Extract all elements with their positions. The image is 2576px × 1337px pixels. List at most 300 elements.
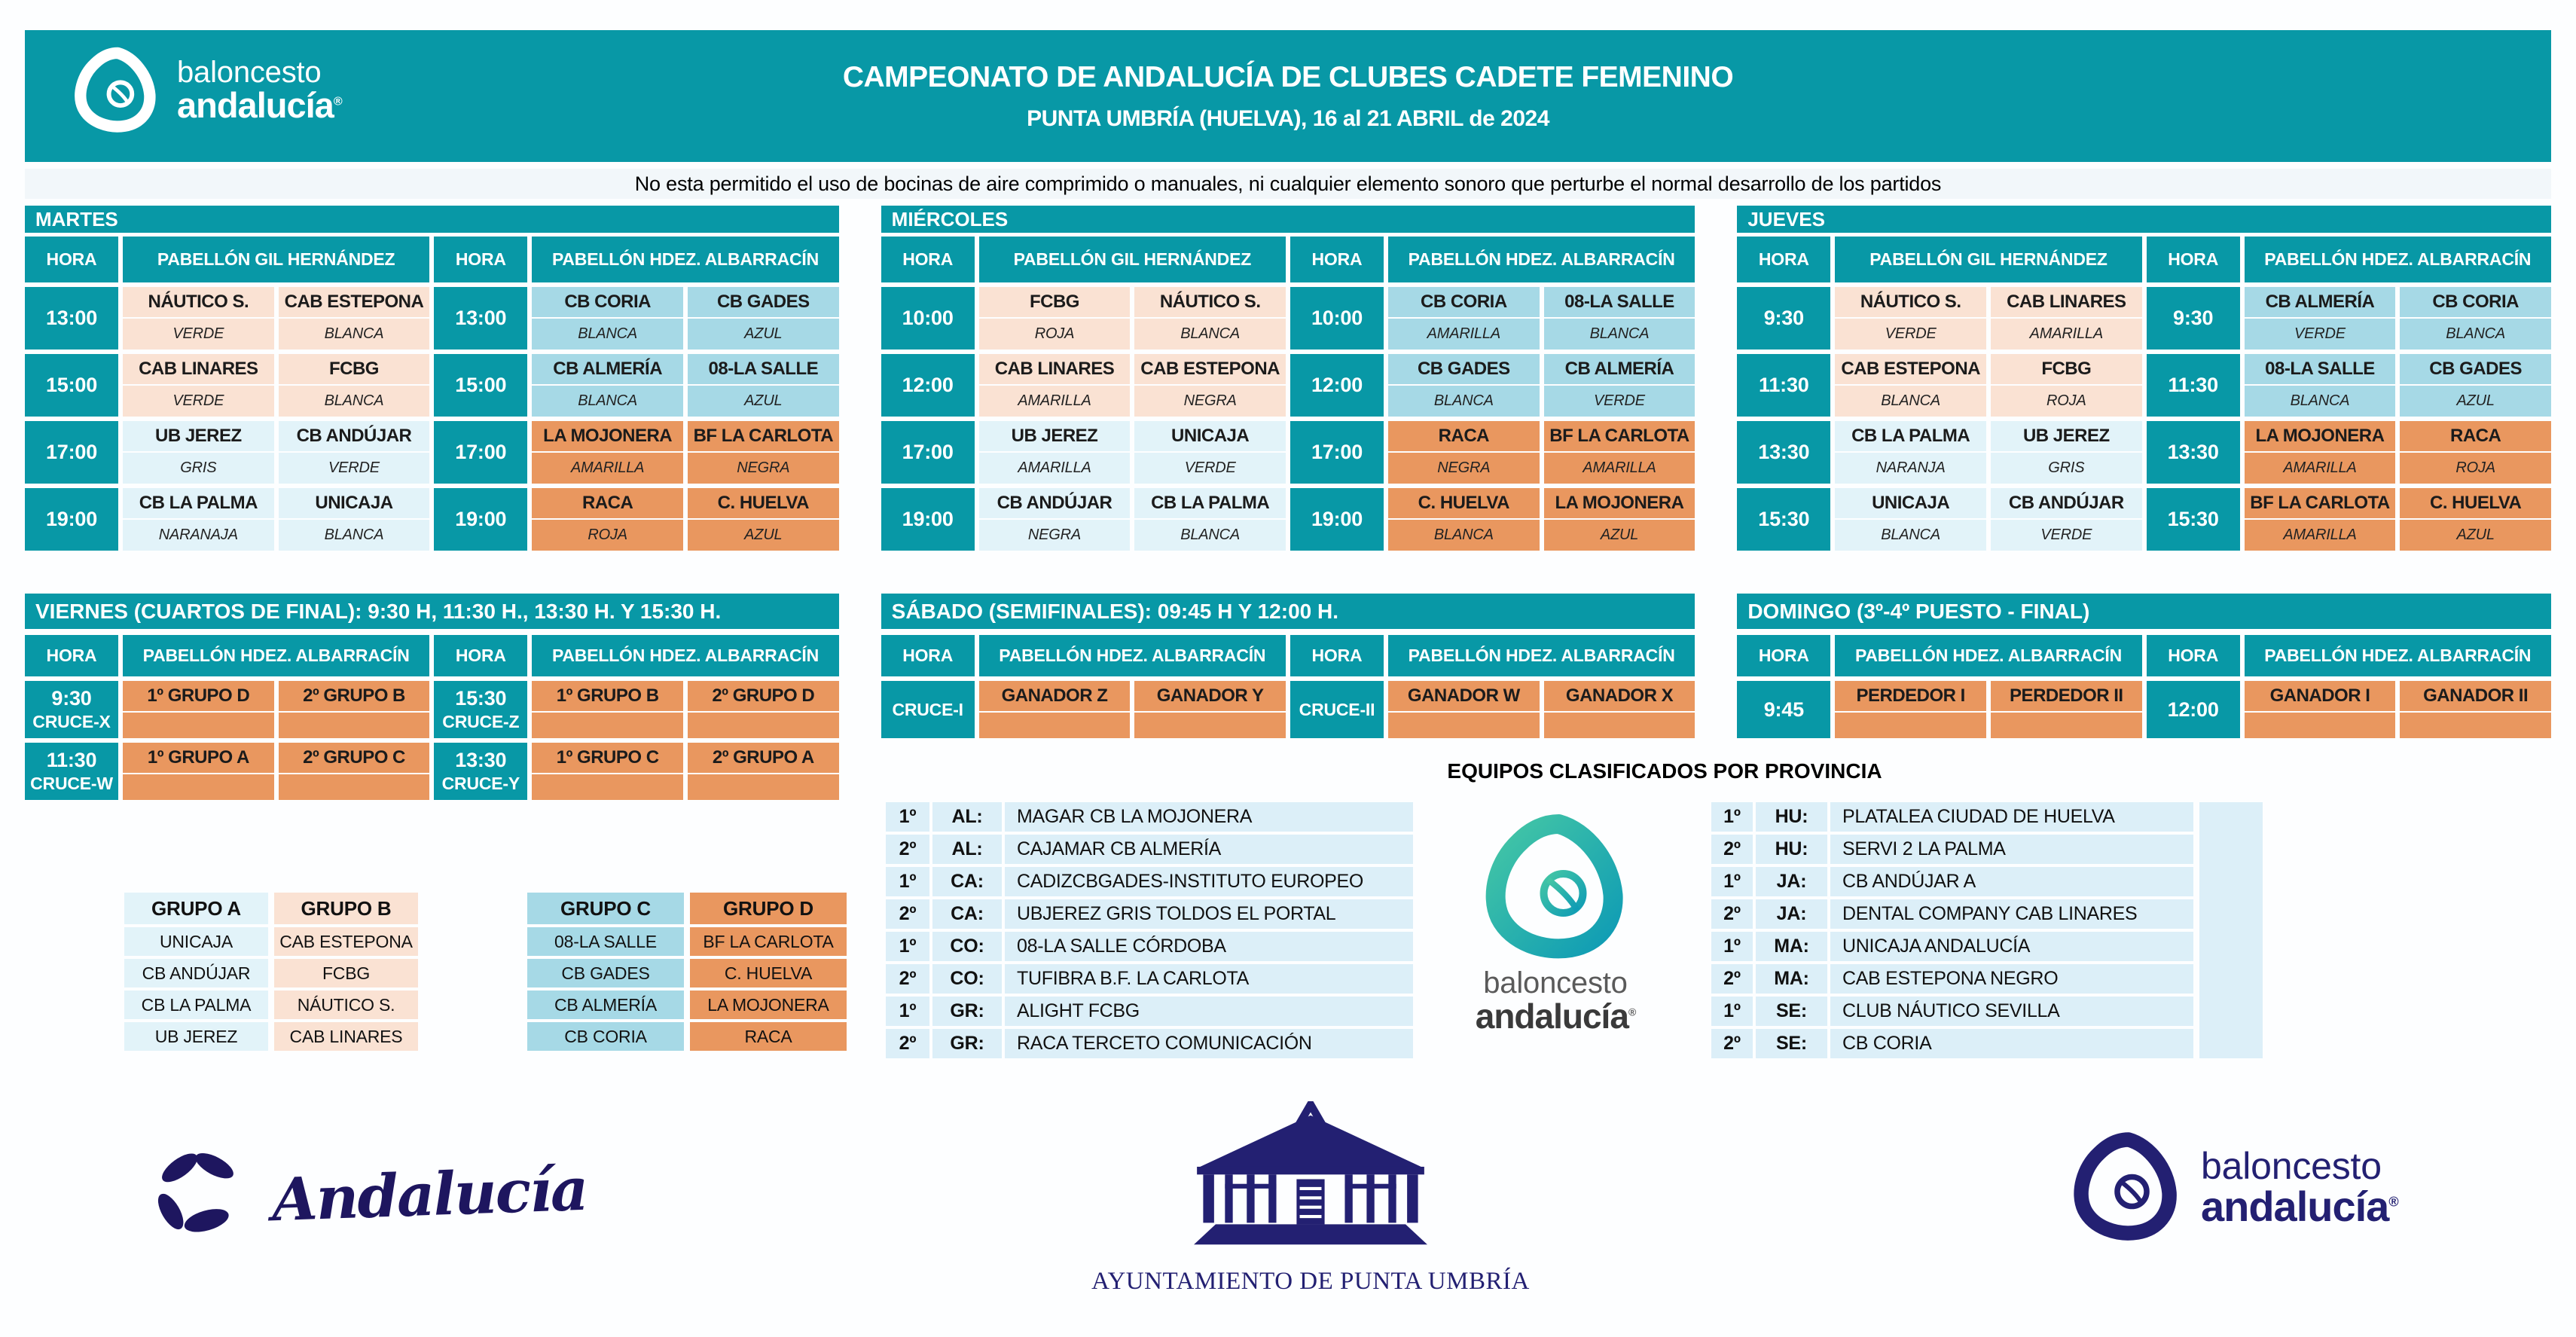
- knockout-block: [25, 594, 839, 800]
- hall-header-cell: PABELLÓN HDEZ. ALBARRACÍN: [979, 635, 1286, 676]
- team-kit-cell: ROJA: [2400, 453, 2551, 484]
- team-kit-cell: [532, 713, 683, 738]
- game-time: 11:30: [46, 749, 97, 771]
- game-time-cell: [2147, 421, 2240, 484]
- team-kit-cell: ROJA: [979, 319, 1131, 350]
- registered-mark: ®: [333, 95, 342, 108]
- team-kit-cell: BLANCA: [1134, 520, 1286, 551]
- team-name-cell: CAB LINARES: [123, 354, 274, 384]
- game-time: 15:30: [2167, 508, 2219, 530]
- footer-brand-line2: andalucía®: [2201, 1183, 2398, 1230]
- team-name-cell: CAB ESTEPONA: [279, 287, 430, 317]
- day-title: MARTES: [25, 206, 839, 233]
- classified-team-cell: CB ANDÚJAR A: [1830, 867, 2193, 896]
- team-name-cell: LA MOJONERA: [532, 421, 683, 451]
- group-header: GRUPO A: [124, 893, 268, 924]
- schedule-table: [1737, 635, 2551, 738]
- hall-header-cell: PABELLÓN HDEZ. ALBARRACÍN: [1835, 635, 2141, 676]
- classified-province-cell: AL:: [932, 835, 1002, 864]
- classified-province-cell: CA:: [932, 867, 1002, 896]
- game-time-cell: [881, 421, 975, 484]
- team-kit-cell: BLANCA: [279, 520, 430, 551]
- classified-province-cell: GR:: [932, 1029, 1002, 1058]
- team-kit-cell: BLANCA: [1835, 386, 1986, 417]
- team-kit-cell: BLANCA: [532, 319, 683, 350]
- game-time-cell: [434, 488, 527, 551]
- hora-header-cell: HORA: [1290, 635, 1384, 676]
- classified-team-cell: PLATALEA CIUDAD DE HUELVA: [1830, 802, 2193, 832]
- classified-province-cell: SE:: [1756, 1029, 1827, 1058]
- notice-banner: No esta permitido el uso de bocinas de aire comprimido o manuales, ni cualquier elemento sonoro que perturbe el normal desarrollo de los partidos: [25, 169, 2551, 199]
- game-cell: [979, 354, 1286, 417]
- team-kit-cell: VERDE: [1544, 386, 1695, 417]
- hora-header-cell: HORA: [434, 237, 527, 282]
- schedule-table: [1737, 237, 2551, 551]
- classified-pos-cell: 2º: [1711, 899, 1753, 929]
- hall-header-cell: PABELLÓN HDEZ. ALBARRACÍN: [123, 635, 429, 676]
- team-kit-cell: AZUL: [1544, 520, 1695, 551]
- team-name-cell: UB JEREZ: [1991, 421, 2142, 451]
- game-time: 9:45: [1763, 697, 1804, 721]
- classified-province-cell: SE:: [1756, 997, 1827, 1026]
- ayuntamiento-text: AYUNTAMIENTO DE PUNTA UMBRÍA: [1091, 1268, 1530, 1295]
- knockout-title: SÁBADO (SEMIFINALES): 09:45 H Y 12:00 H.: [881, 594, 1695, 629]
- game-time-cell: [881, 354, 975, 417]
- game-cell: [1835, 421, 2141, 484]
- game-cell: [1835, 287, 2141, 350]
- team-name-cell: GANADOR X: [1544, 681, 1695, 711]
- group-team-cell: CB LA PALMA: [124, 991, 268, 1019]
- classified-list-left: [886, 802, 1413, 1058]
- game-cell: [123, 354, 429, 417]
- team-name-cell: 08-LA SALLE: [1544, 287, 1695, 317]
- group-team-cell: RACA: [690, 1022, 847, 1051]
- game-cell: [2245, 421, 2551, 484]
- game-time-cell: [1737, 421, 1830, 484]
- team-kit-cell: [1991, 713, 2142, 738]
- team-name-cell: CB ALMERÍA: [532, 354, 683, 384]
- team-name-cell: FCBG: [279, 354, 430, 384]
- team-name-cell: GANADOR Z: [979, 681, 1131, 711]
- game-time-cell: [1290, 354, 1384, 417]
- team-kit-cell: NEGRA: [1388, 453, 1540, 484]
- team-kit-cell: ROJA: [1991, 386, 2142, 417]
- game-cell: [532, 421, 838, 484]
- team-name-cell: 1º GRUPO C: [532, 743, 683, 773]
- team-name-cell: BF LA CARLOTA: [1544, 421, 1695, 451]
- game-time: 17:00: [45, 441, 98, 463]
- game-cell: [1388, 488, 1695, 551]
- team-kit-cell: [1544, 713, 1695, 738]
- game-cruce: CRUCE-X: [32, 712, 111, 731]
- ayuntamiento-logo: [1085, 1101, 1537, 1296]
- group-team-cell: LA MOJONERA: [690, 991, 847, 1019]
- game-cell: [123, 287, 429, 350]
- classified-province-cell: GR:: [932, 997, 1002, 1026]
- team-name-cell: CB GADES: [1388, 354, 1540, 384]
- team-kit-cell: GRIS: [123, 453, 274, 484]
- game-time: 10:00: [1311, 307, 1363, 329]
- day-title: JUEVES: [1737, 206, 2551, 233]
- classified-pos-cell: 1º: [1711, 867, 1753, 896]
- game-cell: [979, 488, 1286, 551]
- team-name-cell: CB ANDÚJAR: [979, 488, 1131, 518]
- classified-team-cell: DENTAL COMPANY CAB LINARES: [1830, 899, 2193, 929]
- game-time-cell: [25, 354, 118, 417]
- group-team-cell: 08-LA SALLE: [527, 927, 684, 956]
- game-time: 11:30: [1759, 374, 1809, 396]
- game-time-cell: [25, 287, 118, 350]
- game-time: 13:30: [1758, 441, 1810, 463]
- group-team-cell: UB JEREZ: [124, 1022, 268, 1051]
- team-name-cell: UNICAJA: [279, 488, 430, 518]
- team-name-cell: GANADOR W: [1388, 681, 1540, 711]
- game-time-cell: [1290, 488, 1384, 551]
- group-column: [124, 893, 268, 1051]
- team-kit-cell: [123, 713, 274, 738]
- team-name-cell: CB LA PALMA: [1835, 421, 1986, 451]
- team-kit-cell: [279, 774, 430, 800]
- team-kit-cell: AZUL: [2400, 386, 2551, 417]
- classified-spacer-column: [2199, 802, 2263, 1058]
- group-team-cell: CAB LINARES: [274, 1022, 418, 1051]
- team-name-cell: C. HUELVA: [2400, 488, 2551, 518]
- game-time: 11:30: [2168, 374, 2218, 396]
- game-cruce: CRUCE-I: [892, 699, 963, 719]
- classified-province-cell: JA:: [1756, 867, 1827, 896]
- classified-team-cell: CADIZCBGADES-INSTITUTO EUROPEO: [1005, 867, 1413, 896]
- team-kit-cell: AMARILLA: [2245, 453, 2396, 484]
- classified-team-cell: CLUB NÁUTICO SEVILLA: [1830, 997, 2193, 1026]
- schedule-table: [881, 237, 1695, 551]
- classified-province-cell: CO:: [932, 932, 1002, 961]
- classified-province-cell: AL:: [932, 802, 1002, 832]
- team-name-cell: 1º GRUPO D: [123, 681, 274, 711]
- hora-header-cell: HORA: [1737, 635, 1830, 676]
- team-name-cell: FCBG: [979, 287, 1131, 317]
- hora-header-cell: HORA: [2147, 237, 2240, 282]
- game-time-cell: [1290, 287, 1384, 350]
- game-cell: [979, 287, 1286, 350]
- team-name-cell: PERDEDOR I: [1835, 681, 1986, 711]
- team-name-cell: 2º GRUPO B: [279, 681, 430, 711]
- team-name-cell: CB GADES: [688, 287, 839, 317]
- classified-pos-cell: 1º: [886, 867, 929, 896]
- classified-team-cell: CB CORIA: [1830, 1029, 2193, 1058]
- team-name-cell: LA MOJONERA: [2245, 421, 2396, 451]
- classified-province-cell: HU:: [1756, 835, 1827, 864]
- game-time-cell: [881, 488, 975, 551]
- team-name-cell: CB ANDÚJAR: [279, 421, 430, 451]
- game-time: 19:00: [1311, 508, 1363, 530]
- center-logo-line2: andalucía®: [1475, 997, 1636, 1036]
- hall-header-cell: PABELLÓN GIL HERNÁNDEZ: [979, 237, 1286, 282]
- team-name-cell: CB LA PALMA: [123, 488, 274, 518]
- classified-pos-cell: 2º: [1711, 835, 1753, 864]
- team-kit-cell: [1388, 713, 1540, 738]
- game-time: 13:00: [455, 307, 507, 329]
- team-name-cell: NÁUTICO S.: [123, 287, 274, 317]
- team-kit-cell: BLANCA: [1388, 520, 1540, 551]
- game-cell: [532, 681, 838, 738]
- game-time-cell: [1290, 421, 1384, 484]
- hall-header-cell: PABELLÓN HDEZ. ALBARRACÍN: [2245, 635, 2551, 676]
- hall-header-cell: PABELLÓN HDEZ. ALBARRACÍN: [1388, 237, 1695, 282]
- group-team-cell: CB GADES: [527, 959, 684, 987]
- game-cell: [532, 354, 838, 417]
- game-time: 9:30: [51, 687, 92, 710]
- baloncesto-andalucia-center-logo: [1450, 812, 1661, 1036]
- team-name-cell: CB GADES: [2400, 354, 2551, 384]
- team-kit-cell: [688, 713, 839, 738]
- game-cruce: CRUCE-Y: [441, 774, 520, 793]
- team-name-cell: CAB ESTEPONA: [1134, 354, 1286, 384]
- team-kit-cell: NEGRA: [979, 520, 1131, 551]
- team-kit-cell: AZUL: [2400, 520, 2551, 551]
- game-time-cell: [25, 743, 118, 800]
- header-bar: [25, 30, 2551, 162]
- game-time: 12:00: [2167, 697, 2219, 721]
- classified-team-cell: MAGAR CB LA MOJONERA: [1005, 802, 1413, 832]
- baloncesto-andalucia-gradient-icon: [1479, 812, 1633, 963]
- hall-header-cell: PABELLÓN GIL HERNÁNDEZ: [1835, 237, 2141, 282]
- game-cell: [532, 743, 838, 800]
- game-time: 15:30: [455, 687, 507, 710]
- group-team-cell: CB CORIA: [527, 1022, 684, 1051]
- game-cell: [979, 421, 1286, 484]
- team-kit-cell: BLANCA: [1544, 319, 1695, 350]
- classified-province-cell: HU:: [1756, 802, 1827, 832]
- team-kit-cell: VERDE: [123, 386, 274, 417]
- game-cell: [2245, 354, 2551, 417]
- game-time-cell: [1737, 488, 1830, 551]
- schedule-table: [881, 635, 1695, 738]
- team-kit-cell: BLANCA: [2400, 319, 2551, 350]
- header-titles: [25, 30, 2551, 162]
- classified-pos-cell: 1º: [1711, 802, 1753, 832]
- game-time-cell: [881, 681, 975, 738]
- classified-pos-cell: 2º: [1711, 1029, 1753, 1058]
- group-column: [690, 893, 847, 1051]
- team-name-cell: RACA: [532, 488, 683, 518]
- game-time: 9:30: [1763, 307, 1804, 329]
- page-subtitle: PUNTA UMBRÍA (HUELVA), 16 al 21 ABRIL de 2024: [1027, 105, 1549, 131]
- team-kit-cell: AZUL: [688, 386, 839, 417]
- hora-header-cell: HORA: [2147, 635, 2240, 676]
- game-cell: [2245, 287, 2551, 350]
- game-time-cell: [2147, 488, 2240, 551]
- team-kit-cell: AZUL: [688, 319, 839, 350]
- game-time: 19:00: [902, 508, 954, 530]
- game-time-cell: [434, 287, 527, 350]
- team-kit-cell: BLANCA: [1388, 386, 1540, 417]
- groups-a-b-table: [124, 893, 418, 1051]
- group-header: GRUPO D: [690, 893, 847, 924]
- team-name-cell: CB ALMERÍA: [2245, 287, 2396, 317]
- group-column: [527, 893, 684, 1051]
- hora-header-cell: HORA: [1290, 237, 1384, 282]
- team-name-cell: CB CORIA: [1388, 287, 1540, 317]
- team-kit-cell: [532, 774, 683, 800]
- team-kit-cell: AMARILLA: [1991, 319, 2142, 350]
- classified-team-cell: UNICAJA ANDALUCÍA: [1830, 932, 2193, 961]
- game-cell: [123, 421, 429, 484]
- group-team-cell: UNICAJA: [124, 927, 268, 956]
- team-kit-cell: [1835, 713, 1986, 738]
- team-kit-cell: BLANCA: [1835, 520, 1986, 551]
- game-time-cell: [881, 287, 975, 350]
- team-kit-cell: [1134, 713, 1286, 738]
- game-time: 13:30: [2167, 441, 2219, 463]
- group-header: GRUPO B: [274, 893, 418, 924]
- team-kit-cell: VERDE: [2245, 319, 2396, 350]
- team-name-cell: CB ANDÚJAR: [1991, 488, 2142, 518]
- game-time-cell: [1737, 681, 1830, 738]
- game-cell: [1835, 681, 2141, 738]
- classified-province-cell: MA:: [1756, 964, 1827, 994]
- game-cell: [1388, 287, 1695, 350]
- team-kit-cell: VERDE: [1991, 520, 2142, 551]
- game-time-cell: [25, 488, 118, 551]
- team-name-cell: 2º GRUPO C: [279, 743, 430, 773]
- knockout-title: DOMINGO (3º-4º PUESTO - FINAL): [1737, 594, 2551, 629]
- game-time-cell: [1737, 354, 1830, 417]
- team-name-cell: GANADOR I: [2245, 681, 2396, 711]
- classified-pos-cell: 2º: [886, 1029, 929, 1058]
- team-kit-cell: AMARILLA: [979, 453, 1131, 484]
- classified-team-cell: ALIGHT FCBG: [1005, 997, 1413, 1026]
- team-name-cell: CB CORIA: [532, 287, 683, 317]
- classified-pos-cell: 2º: [1711, 964, 1753, 994]
- team-name-cell: CB ALMERÍA: [1544, 354, 1695, 384]
- team-kit-cell: AMARILLA: [1544, 453, 1695, 484]
- footer-brand-wordmark: [2201, 1146, 2398, 1228]
- team-kit-cell: BLANCA: [532, 386, 683, 417]
- classified-pos-cell: 1º: [886, 997, 929, 1026]
- team-name-cell: BF LA CARLOTA: [688, 421, 839, 451]
- classified-pos-cell: 1º: [886, 932, 929, 961]
- team-kit-cell: [123, 774, 274, 800]
- team-kit-cell: NEGRA: [1134, 386, 1286, 417]
- team-kit-cell: NEGRA: [688, 453, 839, 484]
- hora-header-cell: HORA: [434, 635, 527, 676]
- game-time-cell: [1290, 681, 1384, 738]
- classified-team-cell: CAJAMAR CB ALMERÍA: [1005, 835, 1413, 864]
- knockout-row: [25, 594, 2551, 800]
- team-name-cell: FCBG: [1991, 354, 2142, 384]
- team-name-cell: UNICAJA: [1835, 488, 1986, 518]
- classified-pos-cell: 2º: [886, 899, 929, 929]
- andalucia-script-text: Andalucía: [270, 1155, 588, 1235]
- classified-team-cell: CAB ESTEPONA NEGRO: [1830, 964, 2193, 994]
- hora-header-cell: HORA: [25, 237, 118, 282]
- team-name-cell: 2º GRUPO A: [688, 743, 839, 773]
- classified-list-right: [1711, 802, 2193, 1058]
- day-block: [25, 206, 839, 551]
- brand-line2: andalucía®: [177, 85, 342, 126]
- team-name-cell: 1º GRUPO A: [123, 743, 274, 773]
- game-time-cell: [2147, 681, 2240, 738]
- game-cell: [979, 681, 1286, 738]
- hora-header-cell: HORA: [1737, 237, 1830, 282]
- team-name-cell: PERDEDOR II: [1991, 681, 2142, 711]
- team-kit-cell: VERDE: [1134, 453, 1286, 484]
- day-block: [881, 206, 1695, 551]
- team-name-cell: NÁUTICO S.: [1835, 287, 1986, 317]
- group-stage-row: [25, 206, 2551, 551]
- game-cruce: CRUCE-W: [30, 774, 113, 793]
- team-kit-cell: VERDE: [123, 319, 274, 350]
- game-cruce: CRUCE-Z: [442, 712, 520, 731]
- game-time: 17:00: [1311, 441, 1363, 463]
- hall-header-cell: PABELLÓN HDEZ. ALBARRACÍN: [2245, 237, 2551, 282]
- hora-header-cell: HORA: [881, 635, 975, 676]
- team-kit-cell: AMARILLA: [979, 386, 1131, 417]
- team-kit-cell: BLANCA: [279, 319, 430, 350]
- team-kit-cell: AMARILLA: [2245, 520, 2396, 551]
- classified-province-cell: CO:: [932, 964, 1002, 994]
- punta-umbria-pavilion-icon: [1194, 1101, 1427, 1257]
- team-name-cell: CB CORIA: [2400, 287, 2551, 317]
- group-team-cell: CAB ESTEPONA: [274, 927, 418, 956]
- team-kit-cell: [688, 774, 839, 800]
- game-cell: [1835, 354, 2141, 417]
- classified-pos-cell: 2º: [886, 835, 929, 864]
- game-cell: [1835, 488, 2141, 551]
- game-time: 19:00: [45, 508, 98, 530]
- game-time-cell: [434, 354, 527, 417]
- team-kit-cell: BLANCA: [2245, 386, 2396, 417]
- team-kit-cell: ROJA: [532, 520, 683, 551]
- day-title: MIÉRCOLES: [881, 206, 1695, 233]
- team-kit-cell: VERDE: [279, 453, 430, 484]
- game-cell: [1388, 354, 1695, 417]
- classified-province-cell: JA:: [1756, 899, 1827, 929]
- team-name-cell: 1º GRUPO B: [532, 681, 683, 711]
- classified-title: EQUIPOS CLASIFICADOS POR PROVINCIA: [1447, 759, 1882, 783]
- team-name-cell: UNICAJA: [1134, 421, 1286, 451]
- game-cell: [123, 488, 429, 551]
- group-team-cell: C. HUELVA: [690, 959, 847, 987]
- classified-pos-cell: 1º: [1711, 932, 1753, 961]
- game-time-cell: [434, 421, 527, 484]
- team-name-cell: CAB LINARES: [1991, 287, 2142, 317]
- hall-header-cell: PABELLÓN HDEZ. ALBARRACÍN: [532, 237, 838, 282]
- game-time: 12:00: [902, 374, 954, 396]
- game-time-cell: [1737, 287, 1830, 350]
- team-kit-cell: NARANJA: [1835, 453, 1986, 484]
- team-kit-cell: VERDE: [1835, 319, 1986, 350]
- team-name-cell: NÁUTICO S.: [1134, 287, 1286, 317]
- game-cell: [123, 681, 429, 738]
- game-time: 15:00: [45, 374, 98, 396]
- team-name-cell: LA MOJONERA: [1544, 488, 1695, 518]
- team-name-cell: 08-LA SALLE: [688, 354, 839, 384]
- classified-team-cell: TUFIBRA B.F. LA CARLOTA: [1005, 964, 1413, 994]
- groups-c-d-table: [527, 893, 847, 1051]
- game-time-cell: [25, 681, 118, 738]
- team-kit-cell: [279, 713, 430, 738]
- classified-team-cell: 08-LA SALLE CÓRDOBA: [1005, 932, 1413, 961]
- baloncesto-andalucia-footer-logo: [2070, 1122, 2398, 1252]
- game-time-cell: [434, 681, 527, 738]
- team-name-cell: GANADOR Y: [1134, 681, 1286, 711]
- group-team-cell: CB ALMERÍA: [527, 991, 684, 1019]
- classified-team-cell: UBJEREZ GRIS TOLDOS EL PORTAL: [1005, 899, 1413, 929]
- classified-province-cell: CA:: [932, 899, 1002, 929]
- team-kit-cell: BLANCA: [1134, 319, 1286, 350]
- team-name-cell: CAB LINARES: [979, 354, 1131, 384]
